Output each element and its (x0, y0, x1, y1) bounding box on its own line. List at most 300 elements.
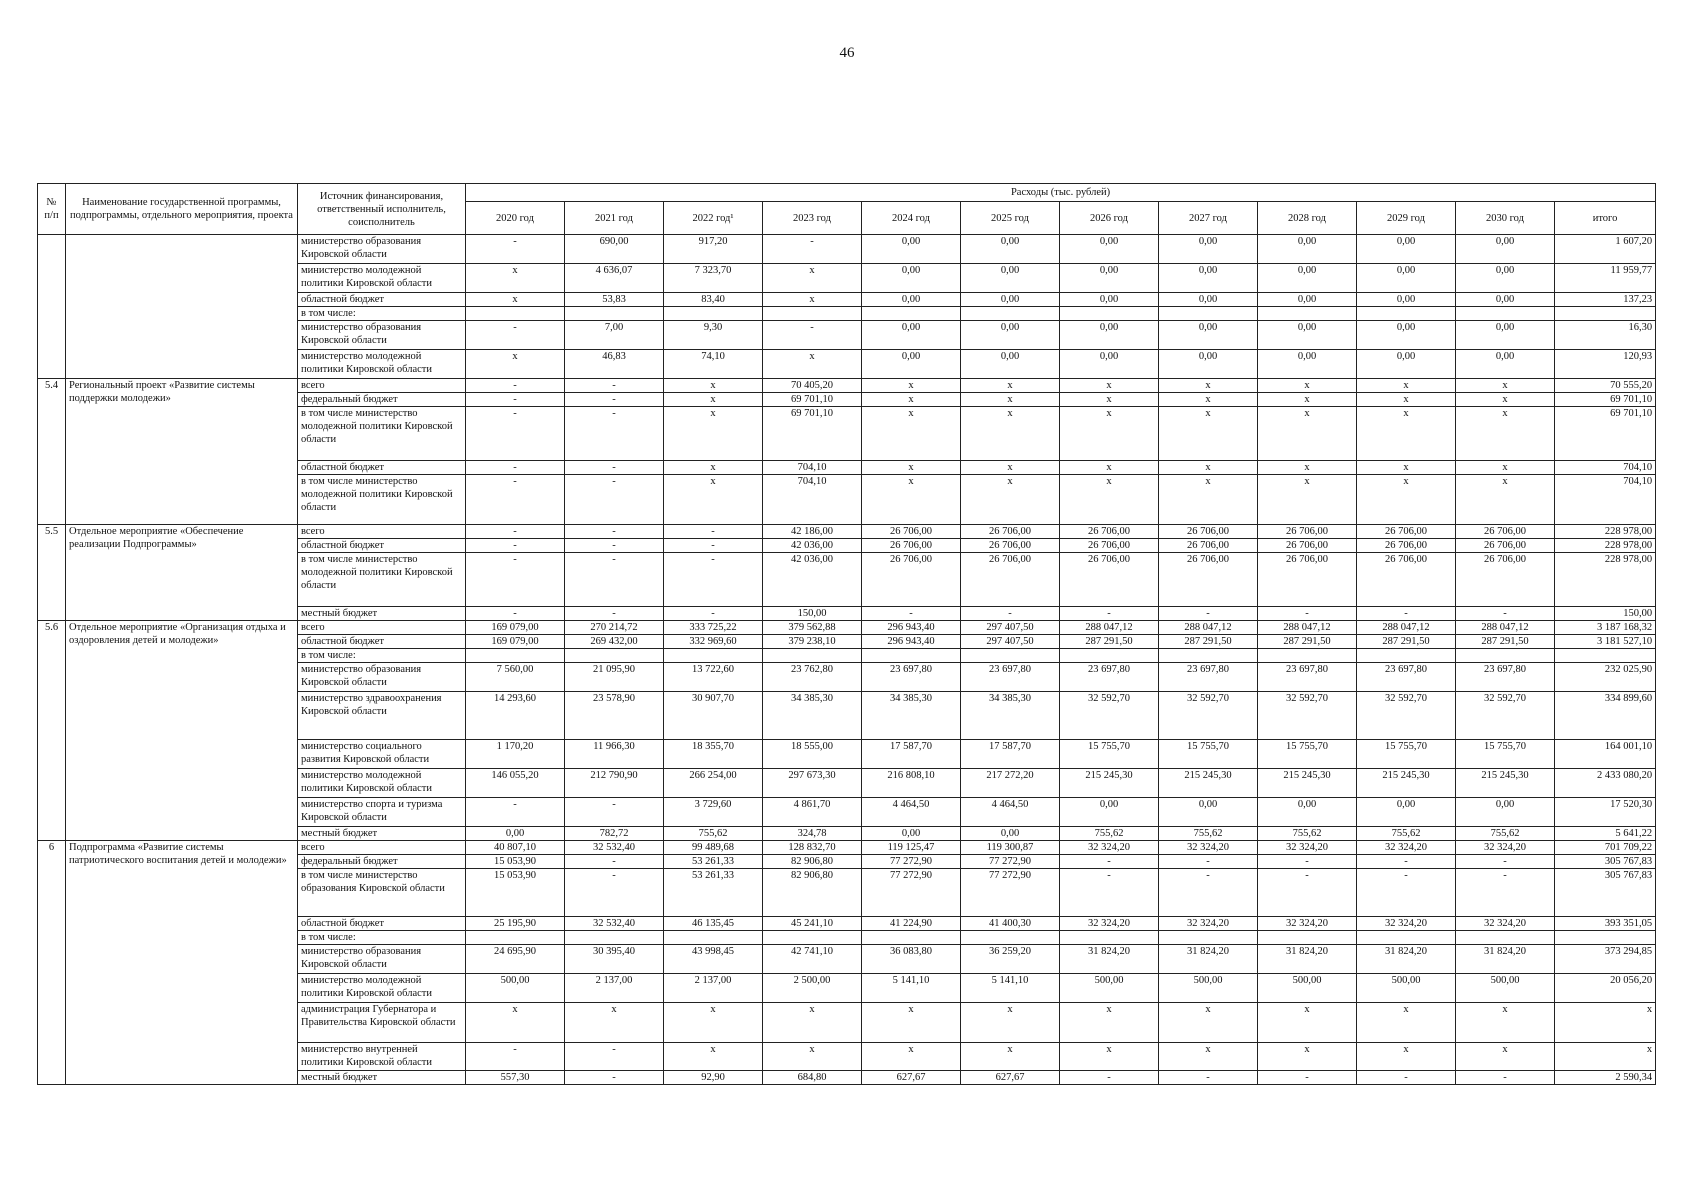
year-value-cell: x (1258, 393, 1357, 407)
total-cell: 69 701,10 (1555, 393, 1656, 407)
year-value-cell: 0,00 (1357, 235, 1456, 264)
funding-source: министерство образования Кировской области (298, 663, 466, 692)
year-value-cell: 755,62 (1456, 827, 1555, 841)
year-value-cell: 26 706,00 (1258, 525, 1357, 539)
year-value-cell: x (466, 293, 565, 307)
year-value-cell: - (565, 407, 664, 461)
year-value-cell: 45 241,10 (763, 917, 862, 931)
year-value-cell: 0,00 (466, 827, 565, 841)
year-value-cell: 2 137,00 (565, 974, 664, 1003)
year-value-cell: 69 701,10 (763, 393, 862, 407)
year-value-cell: 92,90 (664, 1071, 763, 1085)
year-value-cell: x (1357, 393, 1456, 407)
funding-source: министерство социального развития Кировской области (298, 740, 466, 769)
year-value-cell: - (565, 461, 664, 475)
year-value-cell: x (1357, 1003, 1456, 1043)
year-value-cell: 26 706,00 (1060, 539, 1159, 553)
year-value-cell: x (763, 293, 862, 307)
total-cell: 373 294,85 (1555, 945, 1656, 974)
year-value-cell: 7 323,70 (664, 264, 763, 293)
total-cell: x (1555, 1003, 1656, 1043)
year-value-cell: 40 807,10 (466, 841, 565, 855)
year-value-cell (1159, 931, 1258, 945)
total-cell: 334 899,60 (1555, 692, 1656, 740)
year-value-cell: - (466, 525, 565, 539)
year-value-cell: - (1060, 1071, 1159, 1085)
year-value-cell (763, 649, 862, 663)
year-value-cell: x (1159, 1043, 1258, 1071)
year-value-cell: 215 245,30 (1060, 769, 1159, 798)
year-value-cell: 32 532,40 (565, 841, 664, 855)
item-name: Отдельное мероприятие «Обеспечение реализации Подпрограммы» (66, 525, 298, 621)
year-value-cell (664, 931, 763, 945)
year-value-cell: 34 385,30 (763, 692, 862, 740)
year-value-cell: 83,40 (664, 293, 763, 307)
year-value-cell: 32 592,70 (1258, 692, 1357, 740)
year-value-cell: 26 706,00 (862, 553, 961, 607)
year-value-cell: 0,00 (1060, 321, 1159, 350)
total-cell: 20 056,20 (1555, 974, 1656, 1003)
year-value-cell: 18 555,00 (763, 740, 862, 769)
item-name: Отдельное мероприятие «Организация отдыха и оздоровления детей и молодежи» (66, 621, 298, 841)
year-value-cell: - (664, 553, 763, 607)
year-value-cell (466, 649, 565, 663)
year-value-cell: 21 095,90 (565, 663, 664, 692)
year-value-cell: 270 214,72 (565, 621, 664, 635)
year-value-cell: 1 170,20 (466, 740, 565, 769)
year-value-cell: 4 861,70 (763, 798, 862, 827)
year-value-cell: 0,00 (961, 235, 1060, 264)
year-value-cell: 26 706,00 (961, 525, 1060, 539)
item-number: 5.6 (38, 621, 66, 841)
year-value-cell: 32 592,70 (1357, 692, 1456, 740)
year-value-cell (664, 649, 763, 663)
year-value-cell (1258, 307, 1357, 321)
year-value-cell: x (1456, 379, 1555, 393)
year-value-cell: 53 261,33 (664, 869, 763, 917)
year-value-cell: 26 706,00 (1060, 525, 1159, 539)
year-value-cell: 0,00 (1060, 293, 1159, 307)
year-value-cell (763, 931, 862, 945)
year-value-cell: 23 697,80 (1357, 663, 1456, 692)
year-value-cell: x (862, 1003, 961, 1043)
year-value-cell: 0,00 (1357, 350, 1456, 379)
total-cell: 69 701,10 (1555, 407, 1656, 461)
year-value-cell: - (466, 235, 565, 264)
year-value-cell: 287 291,50 (1060, 635, 1159, 649)
year-value-cell: x (862, 379, 961, 393)
year-value-cell: 0,00 (862, 293, 961, 307)
year-value-cell: 4 464,50 (862, 798, 961, 827)
year-value-cell: 25 195,90 (466, 917, 565, 931)
year-value-cell: - (961, 607, 1060, 621)
year-value-cell: - (763, 235, 862, 264)
year-value-cell: - (466, 607, 565, 621)
year-value-cell: - (565, 539, 664, 553)
year-value-cell: 26 706,00 (1159, 525, 1258, 539)
total-cell: 228 978,00 (1555, 553, 1656, 607)
year-value-cell: 500,00 (1159, 974, 1258, 1003)
year-value-cell: x (862, 407, 961, 461)
year-value-cell: 32 592,70 (1456, 692, 1555, 740)
year-value-cell: x (763, 264, 862, 293)
year-value-cell: 627,67 (961, 1071, 1060, 1085)
year-value-cell: 15 755,70 (1258, 740, 1357, 769)
header-year-11: итого (1555, 202, 1656, 235)
year-value-cell: x (1060, 1003, 1159, 1043)
year-value-cell: x (961, 1003, 1060, 1043)
year-value-cell: 297 673,30 (763, 769, 862, 798)
year-value-cell: - (1060, 855, 1159, 869)
year-value-cell: 43 998,45 (664, 945, 763, 974)
year-value-cell: 23 697,80 (862, 663, 961, 692)
year-value-cell: 917,20 (664, 235, 763, 264)
year-value-cell: 26 706,00 (961, 553, 1060, 607)
header-year-9: 2029 год (1357, 202, 1456, 235)
total-cell: 2 590,34 (1555, 1071, 1656, 1085)
year-value-cell: - (565, 475, 664, 525)
year-value-cell: 217 272,20 (961, 769, 1060, 798)
year-value-cell: 0,00 (1357, 321, 1456, 350)
year-value-cell: 0,00 (1060, 350, 1159, 379)
total-cell: 228 978,00 (1555, 539, 1656, 553)
year-value-cell: 17 587,70 (862, 740, 961, 769)
funding-source: всего (298, 525, 466, 539)
total-cell: 137,23 (1555, 293, 1656, 307)
total-cell: 150,00 (1555, 607, 1656, 621)
year-value-cell: 296 943,40 (862, 635, 961, 649)
year-value-cell: 4 464,50 (961, 798, 1060, 827)
year-value-cell: - (1456, 855, 1555, 869)
year-value-cell: x (1456, 1003, 1555, 1043)
year-value-cell: 32 324,20 (1258, 841, 1357, 855)
year-value-cell (1357, 649, 1456, 663)
year-value-cell: - (1456, 869, 1555, 917)
year-value-cell (961, 931, 1060, 945)
year-value-cell: 15 053,90 (466, 855, 565, 869)
funding-source: министерство внутренней политики Кировской области (298, 1043, 466, 1071)
year-value-cell: 288 047,12 (1357, 621, 1456, 635)
year-value-cell: 0,00 (1456, 321, 1555, 350)
year-value-cell: 288 047,12 (1258, 621, 1357, 635)
year-value-cell: 26 706,00 (862, 539, 961, 553)
year-value-cell: - (565, 553, 664, 607)
total-cell: 3 181 527,10 (1555, 635, 1656, 649)
year-value-cell: 46 135,45 (664, 917, 763, 931)
year-value-cell: x (565, 1003, 664, 1043)
year-value-cell: x (1258, 1043, 1357, 1071)
year-value-cell: 5 141,10 (961, 974, 1060, 1003)
table-header (38, 184, 1656, 235)
year-value-cell: x (1060, 407, 1159, 461)
total-cell: 232 025,90 (1555, 663, 1656, 692)
year-value-cell: 0,00 (961, 264, 1060, 293)
year-value-cell: 15 755,70 (1060, 740, 1159, 769)
year-value-cell: 24 695,90 (466, 945, 565, 974)
funding-source: министерство образования Кировской области (298, 945, 466, 974)
year-value-cell: 0,00 (1357, 264, 1456, 293)
funding-source: министерство молодежной политики Кировской области (298, 264, 466, 293)
year-value-cell: 32 324,20 (1159, 841, 1258, 855)
table-row (38, 379, 1656, 393)
year-value-cell: 704,10 (763, 475, 862, 525)
year-value-cell: x (862, 461, 961, 475)
year-value-cell: 269 432,00 (565, 635, 664, 649)
year-value-cell: - (1060, 607, 1159, 621)
year-value-cell: 17 587,70 (961, 740, 1060, 769)
year-value-cell: 31 824,20 (1456, 945, 1555, 974)
year-value-cell: 32 324,20 (1258, 917, 1357, 931)
year-value-cell: 70 405,20 (763, 379, 862, 393)
year-value-cell: - (466, 393, 565, 407)
year-value-cell: 0,00 (1159, 293, 1258, 307)
year-value-cell: - (862, 607, 961, 621)
funding-source: местный бюджет (298, 607, 466, 621)
year-value-cell: 0,00 (1456, 798, 1555, 827)
year-value-cell: - (565, 798, 664, 827)
year-value-cell: 4 636,07 (565, 264, 664, 293)
year-value-cell: x (1159, 407, 1258, 461)
year-value-cell: 379 238,10 (763, 635, 862, 649)
funding-source: министерство спорта и туризма Кировской области (298, 798, 466, 827)
year-value-cell (565, 931, 664, 945)
year-value-cell: 128 832,70 (763, 841, 862, 855)
year-value-cell: 23 697,80 (961, 663, 1060, 692)
year-value-cell (565, 307, 664, 321)
year-value-cell: 3 729,60 (664, 798, 763, 827)
year-value-cell: 34 385,30 (862, 692, 961, 740)
year-value-cell: - (565, 1071, 664, 1085)
funding-source: министерство молодежной политики Кировской области (298, 769, 466, 798)
year-value-cell: 0,00 (1258, 321, 1357, 350)
year-value-cell: 0,00 (1159, 350, 1258, 379)
year-value-cell: 42 036,00 (763, 553, 862, 607)
year-value-cell: 26 706,00 (1357, 553, 1456, 607)
year-value-cell: x (961, 1043, 1060, 1071)
year-value-cell: 32 324,20 (1060, 841, 1159, 855)
table-row (38, 621, 1656, 635)
total-cell: 2 433 080,20 (1555, 769, 1656, 798)
year-value-cell: 0,00 (1258, 293, 1357, 307)
year-value-cell (1456, 307, 1555, 321)
year-value-cell: 0,00 (1060, 235, 1159, 264)
funding-source: министерство молодежной политики Кировской области (298, 974, 466, 1003)
year-value-cell: 0,00 (1258, 350, 1357, 379)
year-value-cell: - (1159, 855, 1258, 869)
year-value-cell: 755,62 (1357, 827, 1456, 841)
year-value-cell: 782,72 (565, 827, 664, 841)
year-value-cell: 119 300,87 (961, 841, 1060, 855)
header-year-7: 2027 год (1159, 202, 1258, 235)
year-value-cell (1060, 307, 1159, 321)
year-value-cell: 36 259,20 (961, 945, 1060, 974)
year-value-cell: x (1456, 461, 1555, 475)
header-year-6: 2026 год (1060, 202, 1159, 235)
year-value-cell: 53,83 (565, 293, 664, 307)
year-value-cell: x (1456, 393, 1555, 407)
header-year-8: 2028 год (1258, 202, 1357, 235)
year-value-cell: - (1456, 1071, 1555, 1085)
year-value-cell: x (664, 475, 763, 525)
year-value-cell: 31 824,20 (1357, 945, 1456, 974)
year-value-cell: x (1060, 475, 1159, 525)
year-value-cell: - (466, 553, 565, 607)
year-value-cell: 215 245,30 (1456, 769, 1555, 798)
year-value-cell: 13 722,60 (664, 663, 763, 692)
year-value-cell (1258, 649, 1357, 663)
total-cell: 120,93 (1555, 350, 1656, 379)
header-year-3: 2023 год (763, 202, 862, 235)
year-value-cell: - (565, 393, 664, 407)
total-cell: 1 607,20 (1555, 235, 1656, 264)
year-value-cell: 23 697,80 (1060, 663, 1159, 692)
year-value-cell (1060, 649, 1159, 663)
header-year-10: 2030 год (1456, 202, 1555, 235)
year-value-cell (862, 307, 961, 321)
total-cell: 704,10 (1555, 475, 1656, 525)
funding-source: министерство здравоохранения Кировской области (298, 692, 466, 740)
header-name: Наименование государственной программы, подпрограммы, отдельного мероприятия, проекта (66, 184, 298, 235)
year-value-cell: x (1060, 461, 1159, 475)
year-value-cell: 0,00 (1456, 264, 1555, 293)
year-value-cell (961, 649, 1060, 663)
year-value-cell: 755,62 (1060, 827, 1159, 841)
year-value-cell: 169 079,00 (466, 635, 565, 649)
funding-source: всего (298, 621, 466, 635)
year-value-cell: 36 083,80 (862, 945, 961, 974)
header-expenses: Расходы (тыс. рублей) (466, 184, 1656, 202)
header-number: № п/п (38, 184, 66, 235)
funding-source: областной бюджет (298, 293, 466, 307)
year-value-cell: - (1357, 869, 1456, 917)
year-value-cell: 31 824,20 (1159, 945, 1258, 974)
year-value-cell: 0,00 (1258, 235, 1357, 264)
total-cell: 3 187 168,32 (1555, 621, 1656, 635)
year-value-cell: 26 706,00 (1159, 539, 1258, 553)
year-value-cell: - (664, 539, 763, 553)
year-value-cell (1456, 649, 1555, 663)
funding-source: администрация Губернатора и Правительства Кировской области (298, 1003, 466, 1043)
year-value-cell: 26 706,00 (862, 525, 961, 539)
total-cell: 16,30 (1555, 321, 1656, 350)
year-value-cell: 500,00 (466, 974, 565, 1003)
funding-source: министерство молодежной политики Кировской области (298, 350, 466, 379)
total-cell: 701 709,22 (1555, 841, 1656, 855)
year-value-cell: 266 254,00 (664, 769, 763, 798)
year-value-cell: x (1159, 461, 1258, 475)
item-number (38, 235, 66, 379)
total-cell: 164 001,10 (1555, 740, 1656, 769)
total-cell: 393 351,05 (1555, 917, 1656, 931)
year-value-cell: 0,00 (1159, 798, 1258, 827)
year-value-cell: x (1258, 407, 1357, 461)
year-value-cell: 287 291,50 (1456, 635, 1555, 649)
year-value-cell: 146 055,20 (466, 769, 565, 798)
year-value-cell: 32 592,70 (1159, 692, 1258, 740)
year-value-cell: 0,00 (862, 321, 961, 350)
year-value-cell: - (466, 461, 565, 475)
year-value-cell: 297 407,50 (961, 621, 1060, 635)
year-value-cell: - (763, 321, 862, 350)
year-value-cell: 42 036,00 (763, 539, 862, 553)
year-value-cell (664, 307, 763, 321)
year-value-cell: x (961, 475, 1060, 525)
year-value-cell: 704,10 (763, 461, 862, 475)
year-value-cell: - (1357, 855, 1456, 869)
year-value-cell: 69 701,10 (763, 407, 862, 461)
year-value-cell: - (466, 539, 565, 553)
year-value-cell: - (1258, 607, 1357, 621)
year-value-cell: 32 324,20 (1060, 917, 1159, 931)
table-row (38, 235, 1656, 264)
year-value-cell: x (1258, 461, 1357, 475)
year-value-cell: x (1060, 379, 1159, 393)
funding-source: в том числе министерство образования Кировской области (298, 869, 466, 917)
year-value-cell: 18 355,70 (664, 740, 763, 769)
total-cell (1555, 649, 1656, 663)
year-value-cell: 215 245,30 (1159, 769, 1258, 798)
funding-source: федеральный бюджет (298, 393, 466, 407)
year-value-cell: 0,00 (1060, 798, 1159, 827)
year-value-cell: 627,67 (862, 1071, 961, 1085)
year-value-cell: 31 824,20 (1258, 945, 1357, 974)
year-value-cell: - (466, 475, 565, 525)
item-number: 5.4 (38, 379, 66, 525)
year-value-cell: - (466, 798, 565, 827)
year-value-cell: 77 272,90 (961, 855, 1060, 869)
year-value-cell: 288 047,12 (1456, 621, 1555, 635)
year-value-cell: 216 808,10 (862, 769, 961, 798)
year-value-cell: x (763, 1003, 862, 1043)
year-value-cell: 82 906,80 (763, 855, 862, 869)
year-value-cell: 23 697,80 (1159, 663, 1258, 692)
year-value-cell: - (1456, 607, 1555, 621)
year-value-cell: x (1159, 475, 1258, 525)
funding-source: всего (298, 841, 466, 855)
year-value-cell: - (664, 525, 763, 539)
budget-table-container (37, 183, 1655, 1085)
year-value-cell: 500,00 (1456, 974, 1555, 1003)
year-value-cell: - (1357, 607, 1456, 621)
year-value-cell (466, 307, 565, 321)
year-value-cell: 41 400,30 (961, 917, 1060, 931)
year-value-cell (1258, 931, 1357, 945)
item-name (66, 235, 298, 379)
year-value-cell: 41 224,90 (862, 917, 961, 931)
year-value-cell: 288 047,12 (1060, 621, 1159, 635)
total-cell: 704,10 (1555, 461, 1656, 475)
funding-source: министерство образования Кировской области (298, 235, 466, 264)
year-value-cell: 30 907,70 (664, 692, 763, 740)
year-value-cell: 212 790,90 (565, 769, 664, 798)
year-value-cell: x (961, 393, 1060, 407)
year-value-cell: 23 697,80 (1258, 663, 1357, 692)
year-value-cell: 77 272,90 (862, 869, 961, 917)
year-value-cell: 23 578,90 (565, 692, 664, 740)
year-value-cell: - (1258, 1071, 1357, 1085)
year-value-cell: 287 291,50 (1258, 635, 1357, 649)
year-value-cell: - (565, 379, 664, 393)
year-value-cell: 287 291,50 (1357, 635, 1456, 649)
year-value-cell (1060, 931, 1159, 945)
year-value-cell: - (565, 607, 664, 621)
year-value-cell: 2 500,00 (763, 974, 862, 1003)
year-value-cell: x (1258, 1003, 1357, 1043)
total-cell: x (1555, 1043, 1656, 1071)
year-value-cell: - (466, 321, 565, 350)
year-value-cell (763, 307, 862, 321)
year-value-cell: x (1159, 393, 1258, 407)
